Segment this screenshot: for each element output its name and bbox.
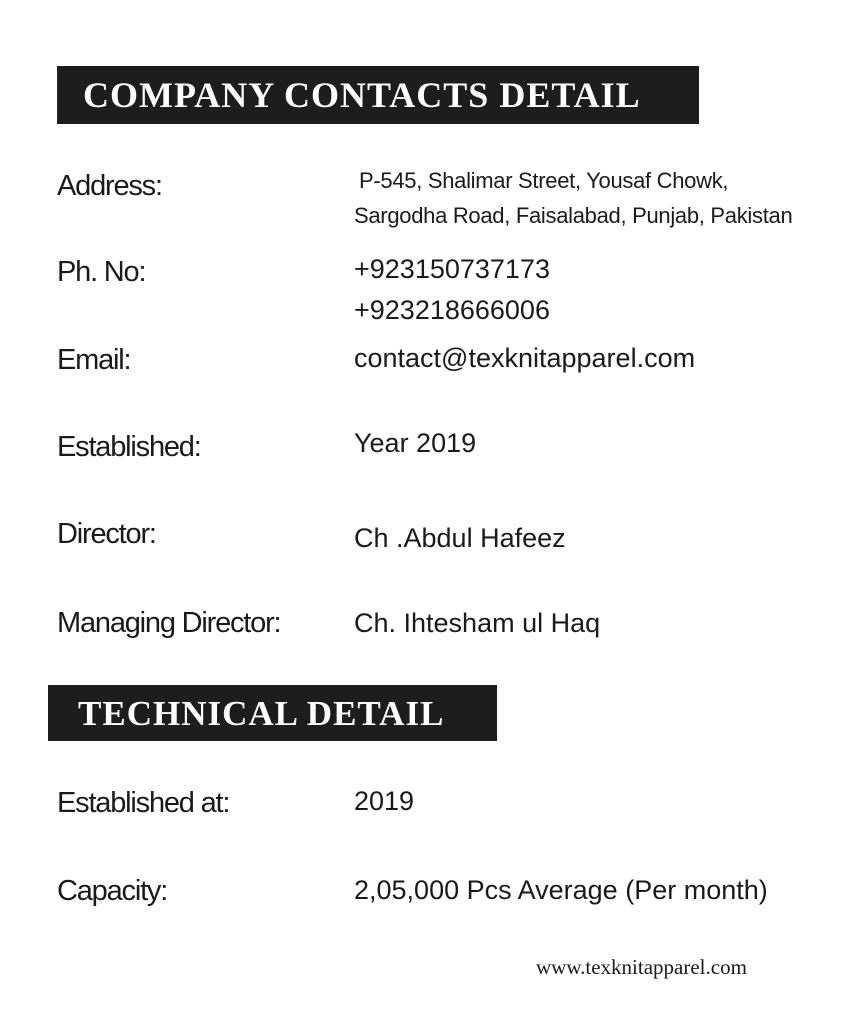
established-label: Established: [57, 431, 201, 463]
established-at-label: Established at: [57, 787, 230, 819]
address-line-2: Sargodha Road, Faisalabad, Punjab, Pakistan [354, 203, 793, 228]
established-value: Year 2019 [354, 428, 477, 458]
address-line-1: P-545, Shalimar Street, Yousaf Chowk, [359, 168, 729, 193]
managing-director-value: Ch. Ihtesham ul Haq [354, 608, 601, 638]
director-value: Ch .Abdul Hafeez [354, 523, 566, 553]
email-link[interactable]: contact@texknitapparel.com [354, 343, 696, 373]
email-label: Email: [57, 344, 131, 376]
phone-label: Ph. No: [57, 256, 146, 288]
phone-number-1[interactable]: +923150737173 [354, 254, 550, 284]
address-label: Address: [57, 170, 162, 202]
director-label: Director: [57, 518, 156, 550]
phone-number-2[interactable]: +923218666006 [354, 295, 550, 325]
website-link[interactable]: www.texknitapparel.com [536, 955, 747, 979]
capacity-label: Capacity: [57, 875, 168, 907]
established-at-value: 2019 [354, 786, 415, 816]
technical-detail-heading: TECHNICAL DETAIL [48, 685, 497, 741]
capacity-value: 2,05,000 Pcs Average (Per month) [354, 875, 768, 905]
company-contacts-heading: COMPANY CONTACTS DETAIL [57, 66, 699, 124]
managing-director-label: Managing Director: [57, 607, 281, 639]
